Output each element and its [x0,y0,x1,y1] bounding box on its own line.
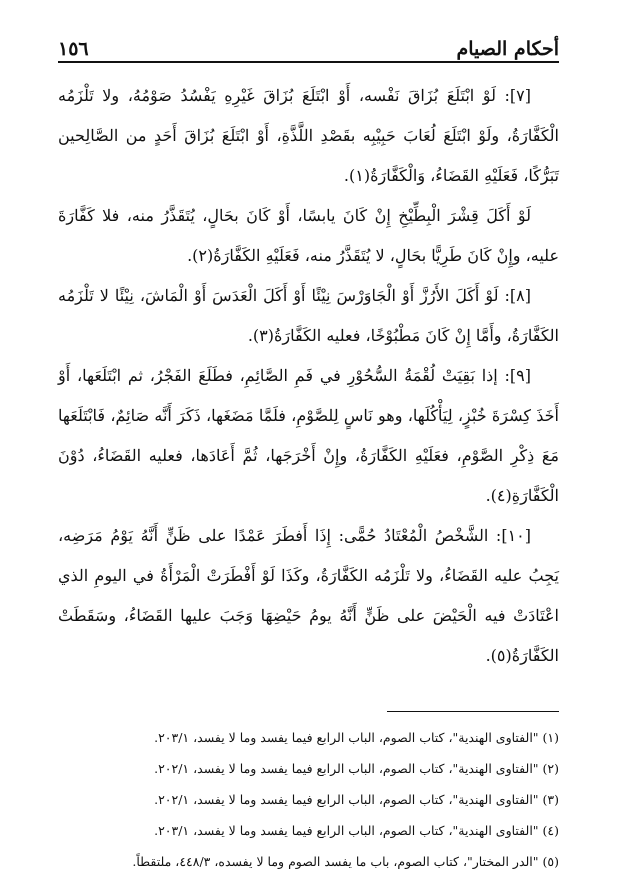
paragraph-melon-rind: لَوْ أَكَلَ قِشْرَ الْبِطِّيْخِ إِنْ كَانَ يابسًا، أَوْ كَانَ بحَالٍ، يُتَقَذَّرُ منه، فلا كَفَّارَةَ عليه، وإِنْ كَانَ طَرِيًّا بحَالٍ، لا يُتَقَذَّرُ منه، فَعَلَيْهِ الكَفَّارَةُ(٢). [58,206,559,265]
footnote-3: (٣) "الفتاوى الهندية"، كتاب الصوم، الباب الرابع فيما يفسد وما لا يفسد، ٢٠٢/١. [154,792,559,807]
footnote-2: (٢) "الفتاوى الهندية"، كتاب الصوم، الباب الرابع فيما يفسد وما لا يفسد، ٢٠٢/١. [154,761,559,776]
main-text [58,76,559,676]
footnotes [58,722,559,877]
paragraph-9: [٩]: إذا بَقِيَتْ لُقْمَةُ السُّحُوْرِ في فَمِ الصَّائِمِ، فطَلَعَ الفَجْرُ، ثم ابْتَلَعَها، أَوْ أَخَذَ كِسْرَةَ خُبْزٍ، لِيَأْكُلَها، وهو نَاسٍ لِلصَّوْمِ، فلَمَّا مَضَغَها، ذَكَرَ أَنَّه صَائِمٌ، فَابْتَلَعَها مَعَ ذِكْرِ الصَّوْمِ، فعَلَيْهِ الكَفَّارَةُ، وإِنْ أَخْرَجَها، ثُمَّ أَعَادَها، فعليه القَضَاءُ، دُوْنَ الْكَفَّارَةِ(٤). [58,366,559,505]
running-title: أحكام الصيام [456,38,559,60]
header-rule [58,61,559,63]
footnote-separator [387,711,559,712]
page-number: ١٥٦ [58,38,89,60]
paragraph-8: [٨]: لَوْ أَكَلَ الأَرُزَّ أَوْ الْجَاوَرْسَ نِيْئًا أَوْ أَكَلَ الْعَدَسَ أَوْ الْمَاشَ، نِيْئًا لا تَلْزَمُه الكَفَّارَةُ، وأَمَّا إِنْ كَانَ مَطْبُوْخًا، فعليه الكَفَّارَةُ(٣). [58,286,559,345]
footnote-4: (٤) "الفتاوى الهندية"، كتاب الصوم، الباب الرابع فيما يفسد وما لا يفسد، ٢٠٣/١. [154,823,559,838]
footnote-5: (٥) "الدر المختار"، كتاب الصوم، باب ما يفسد الصوم وما لا يفسده، ٤٤٨/٣، ملتقطاً. [132,854,559,869]
page-header [58,26,559,60]
paragraph-7: [٧]: لَوْ ابْتَلَعَ بُزَاقَ نَفْسه، أَوْ ابْتَلَعَ بُزَاقَ غَيْرِهِ يَفْسُدُ صَوْمُهُ، ولا تَلْزَمُه الْكَفَّارَةُ، ولَوْ ابْتَلَعَ لُعَابَ حَبِيْبِه بقَصْدِ اللَّذَّةِ، أَوْ ابْتَلَعَ بُزَاقَ أَحَدٍ من الصَّالِحين تَبَرُّكًا، فَعَلَيْهِ القَضَاءُ، وَالْكَفَّارَةُ(١). [58,86,559,185]
paragraph-10: [١٠]: الشَّخْصُ الْمُعْتَادُ حُمًّى: إِذَا أَفطَرَ عَمْدًا على ظَنٍّ أَنَّهُ يَوْمُ مَرَضِه، يَجِبُ عليه القَضَاءُ، ولا تَلْزَمُه الكَفَّارَةُ، وكَذَا لَوْ أَفْطَرَتْ الْمَرْأَةُ في اليومِ الذي اعْتَادَتْ فيه الْحَيْضَ على ظَنٍّ أَنَّهُ يومُ حَيْضِهَا وَجَبَ عليها القَضَاءُ، وسَقَطَتْ الكَفَّارَةُ(٥). [58,526,559,665]
footnote-1: (١) "الفتاوى الهندية"، كتاب الصوم، الباب الرابع فيما يفسد وما لا يفسد، ٢٠٣/١. [154,730,559,745]
